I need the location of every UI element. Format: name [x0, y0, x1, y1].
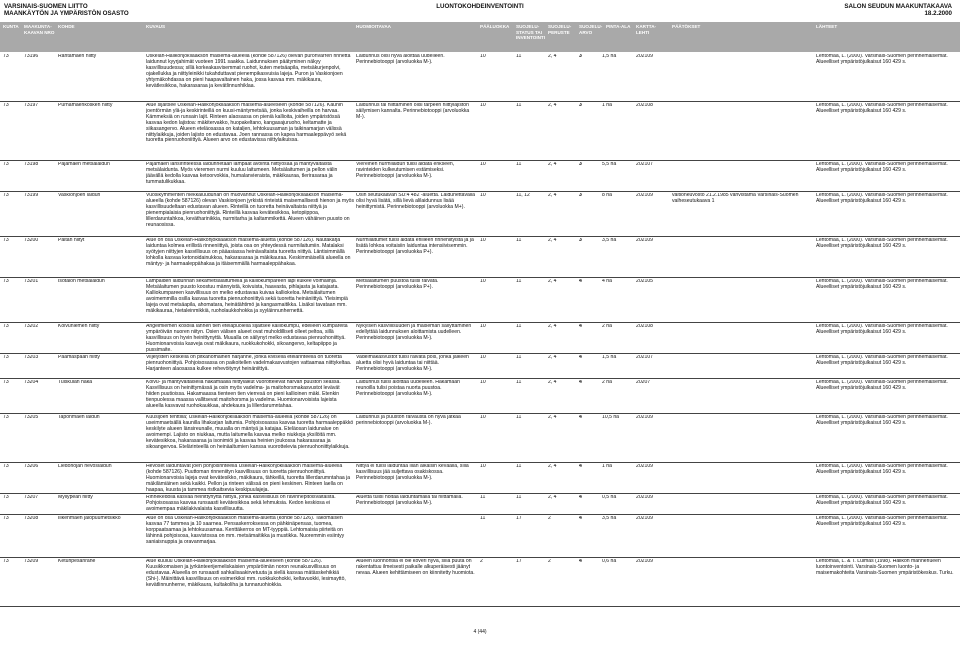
cell-paatokset [672, 559, 812, 605]
cell-suojelu-peruste: 2, 4 [548, 355, 557, 360]
col-lahteet: LÄHTEET [816, 24, 838, 29]
cell-suojelu-peruste: 2 [548, 516, 551, 521]
cell-suojelu-peruste: 2, 4 [548, 380, 557, 385]
header-left [4, 3, 129, 17]
cell-kunta: 73 [3, 238, 9, 243]
cell-kaavan-nro: 73199 [24, 193, 39, 198]
cell-huomioitavaa: Laidunnus olisi hyvä aloittaa uudelleen. Perinnebiotooppi (arvoluokka M-). [356, 54, 445, 65]
cell-pinta-ala: 1 ha [602, 103, 612, 108]
cell-suojelu-status: 11 [516, 380, 522, 385]
cell-paaluokka: 10 [480, 238, 486, 243]
cell-kaavan-nro: 73208 [24, 516, 39, 521]
cell-lahteet: Lehtomaa, L. (2000). Varsinais-Suomen perinnemaisemat. Alueelliset ympäristöjulkaisut 160 429 s. [816, 193, 948, 204]
col-suojelu-status-l1: SUOJELU- [516, 24, 540, 29]
cell-paaluokka: 10 [480, 415, 486, 420]
cell-suojelu-peruste: 2, 4 [548, 103, 557, 108]
cell-suojelu-peruste: 2, 4 [548, 324, 557, 329]
col-suojelu-status-l2: STATUS TAI [516, 29, 543, 35]
cell-kohde: Ketunpesänrahe [58, 559, 96, 564]
cell-kaavan-nro: 73198 [24, 162, 39, 167]
cell-suojelu-arvo: 4 [579, 380, 582, 385]
cell-suojelu-status: 17 [516, 559, 522, 564]
cell-suojelu-arvo: 4 [579, 415, 582, 420]
cell-kunta: 73 [3, 279, 9, 284]
cell-lahteet: Lehtomaa, L. (2000). Varsinais-Suomen perinnemaisemat. Alueelliset ympäristöjulkaisut 160 429 s. [816, 415, 948, 426]
cell-huomioitavaa: Nurmilaitumet tulisi aidata erillleen rinneniityistä ja ja lisätä lohkoa voitaisiin laiduntaa intensiivisemmin. Perinnebiotooppi (arvoluokka P+). [356, 238, 474, 255]
cell-kaavan-nro: 73206 [24, 464, 39, 469]
cell-suojelu-status: 11 [516, 238, 522, 243]
cell-suojelu-peruste: 2, 4 [548, 162, 557, 167]
cell-paaluokka: 10 [480, 54, 486, 59]
cell-suojelu-peruste: 2, 4 [548, 193, 557, 198]
cell-karttalehti: 202107 [636, 162, 653, 167]
cell-karttalehti: 202109 [636, 415, 653, 420]
cell-karttalehti: 202109 [636, 516, 653, 521]
cell-paatokset [672, 279, 812, 321]
cell-kuvaus: Vuosikymmenten hiekkaluudunan on muovannut Uskelan-Halikonjokilaakson maisema-alueella (kohde 587126) olevan Vaskionjoen jyrkistä rinteistä maisemallisesti hienon ja myös kasvillisuudeltaan edustavan alueen. Rinteillä on tuoretta heinävaltaista niittyä ja pienempialaisia pienruohoniittyjä. Rinteillä kasvaa kevätesikkoa, ketopiippoa, lillerdaruntahkoa, kevätharinikkia, nurmitarha ja kaltammikettä. Alueen vähäinen puusto on reunaosissa. [146, 193, 354, 228]
cell-kunta: 73 [3, 559, 9, 564]
cell-paaluokka: 10 [480, 103, 486, 108]
cell-pinta-ala: 2 ha [602, 380, 612, 385]
table-row [0, 102, 960, 161]
cell-paaluokka: 10 [480, 193, 486, 198]
col-maakunta-line2: KAAVAN NRO [24, 29, 55, 35]
cell-paatokset [672, 54, 812, 100]
cell-kunta: 73 [3, 103, 9, 108]
cell-paatokset [672, 162, 812, 190]
cell-kuvaus: Viljelysten keskellä on pitkänomainen harjanne, jonka kivisellä etelärinteellä on tuoretta pienruohoniittyä. Pohjoisosassa on paikoitellen vadelmakasvustojen vattaamaa niittykeltaa. Harjanteen alaosassa kulkee rehevöitynyt heinäniittyä. [146, 355, 352, 372]
cell-paaluokka: 10 [480, 162, 486, 167]
cell-lahteet: Lehtomaa, L. (2000). Varsinais-Suomen perinnemaisemat. Alueelliset ympäristöjulkaisut 160 429 s. [816, 54, 948, 65]
col-suojelu-arvo-l1: SUOJELU- [579, 24, 603, 29]
cell-paatokset [672, 495, 812, 513]
cell-suojelu-arvo: 3 [579, 238, 582, 243]
doc-title: LUONTOKOHDEINVENTOINTI [436, 3, 524, 10]
cell-suojelu-status: 11 [516, 162, 522, 167]
cell-kohde: Tuiskulan haka [58, 380, 93, 385]
cell-pinta-ala: 3,5 ha [602, 238, 617, 243]
cell-lahteet: Lehtomaa, L. (2000). Varsinais-Suomen perinnemaisemat. Alueelliset ympäristöjulkaisut 160 429 s. [816, 495, 948, 506]
cell-paatokset [672, 355, 812, 377]
table-row [0, 494, 960, 515]
cell-kunta: 73 [3, 380, 9, 385]
cell-kaavan-nro: 73205 [24, 415, 39, 420]
cell-paaluokka: 10 [480, 279, 486, 284]
cell-huomioitavaa: Alueen luonnontila ei ole koveri hyvä, sillä puuta on rakentattuu ilmeisesti paikalle alkuperäisesti jäänyt nevaa. Alueen kehittämiseen on kiinnitetty huomiota. [356, 559, 475, 576]
table-row [0, 354, 960, 379]
cell-kuvaus: Hevoset laiduntavat joen pohjoisrinteellä Uskelan-Halikonjokilaakson maisema-alueella (kohde 587126). Puuttoman rinneniityn kasvillisuus on tuoretta pienruohoniittyä. Huomionarvoisia lajeja ovat kevätesikko, mäkikaura, tähkeillä, tuoretta lillerdarumntahaa ja mäkilämiäinen sekä kaikki. Pellon ja rinteen välissä on pieni keskinen. Rinteen laella on haapaa, kuusta ja tammea ristkaitsevia keskipuulajeja. [146, 464, 351, 492]
cell-suojelu-arvo: 3 [579, 103, 582, 108]
cell-lahteet: Lehtomaa, L. (2000). Varsinais-Suomen perinnemaisemat. Alueelliset ympäristöjulkaisut 160 429 s. [816, 279, 948, 290]
cell-lahteet: Lehtomaa, L. (2000). Varsinais-Suomen perinnemaisemat. Alueelliset ympäristöjulkaisut 160 429 s. [816, 380, 948, 391]
col-karttalehti-l1: KARTTA- [636, 24, 657, 29]
col-suojelu-arvo [579, 24, 602, 35]
cell-paaluokka: 10 [480, 464, 486, 469]
cell-kohde: Liedonojan hevoslaidun [58, 464, 112, 469]
cell-pinta-ala: 4 ha [602, 279, 612, 284]
cell-kuvaus: Alue kuuluu Uskelan-Halikonjokilaakson maisema-alueeseen (kohde 587126). Kuusikkomaisen ja jyrkänteerijemeliskaisien ympäröimän noron reunakusvillisuus on edustavaa. Alueella on runsaasti sahkalisaakirvetuuta ja siellä kasvaa mätässkehikkiä (Shi-). Mäinittävä kasvillisuus on esimerkiksi mm. ruokkukohokki, keltavuokki, lesimayttö, kevätlinnunherne, mäkikaura, kultakoliha ja tunnaruohiokkia. [146, 559, 346, 588]
header-right [844, 3, 952, 17]
cell-suojelu-peruste: 2, 4 [548, 238, 557, 243]
cell-karttalehti: 20207 [636, 380, 651, 385]
cell-suojelu-peruste: 2, 4 [548, 415, 557, 420]
cell-kuvaus: Alue sijaitsee Uskelan-Halikonjokilaakson maisema-alueeseen (kohde 587126). Kaunin joentörmän ylä-ja keskirinteillä on kuusi-mäntymetsää, jonka keskivaiheilla on harvaa. Kämmeksiä on runsain lajit. Rinteen alaosassa on pieniä kallioita, joiden ympäristössä kasvaa kedon lajistoa: mäkitervakko, huopakeltano, kangasajuruoho, keltamatte ja siikasangervo. Alueen eteläosassa on kataljen, lehtokuusaman ja taikinamarjan välissä niittylaikkuja, joiden lajisto on edustavaa. Joen rannassa on kapea harmaaleppävyö sekä tuoretta pienruohoniittyä. Alueen arvo on edustavissa niittylaikuissa. [146, 103, 347, 144]
col-suojelu-peruste-l1: SUOJELU- [548, 24, 572, 29]
col-maakunta-line1: MAAKUNTA- [24, 24, 52, 29]
cell-suojelu-peruste: 2, 4 [548, 54, 557, 59]
cell-huomioitavaa: Vadelmakasvustot tulisi raivata pois, jonka jälkeen aluetta olisi hyvä laiduntaa tai niittää. Perinnebiotooppi (arvoluokka M-). [356, 355, 469, 372]
plan-name: SALON SEUDUN MAAKUNTAKAAVA [844, 3, 952, 10]
cell-huomioitavaa [356, 516, 476, 556]
cell-kuvaus: Alue on osa Uskelan-Halikonjokilaakson maisema-aluetta (kohde 587126). Takomaisen kasvaa 77 tammea ja 10 saarnea. Pensaskerroksessa on pähkinäpensas, tuomea, korppaatsamaa ja lehtokuusamaa. Kenttäkerros on MT-tyyppiä. Lehtomaisia piirteitä on lähinnä pohjoisosa, kasvistossa on mm. metsämaitikka ja mustikka. Nuoremmin esiintyy saniaisnuppia ja oravanmarjaa. [146, 516, 345, 545]
cell-pinta-ala: 3,5 ha [602, 516, 617, 521]
cell-kohde: Isotalon metsälaidun [58, 279, 105, 284]
cell-kuvaus: Kuusijoen tenttillä; Uskelan-Halikonjokilaakson maisema-alueella (kohde 587126) on useimmaetsällä kaunilla lihakarjan laitumia. Pohjoisosassa kasvaa tuoretta harmaaleppäkkö keskilyte alueen länsireunalle, muualla on mäntyä ja katajaa. Eteläosan laidunalue on avoimempi. Lajisto on niukkaa, mutta laitumella kasvaa melko niukkoja yksilöitä mm. kevätesikkoa, hakarasaraa ja isonimiöi ja kasvaa heinien joukossa hakarasaraa ja sikoangervoa. Etelärinteellä on heinäaltumien kanssa vuorottelevia pienruohoniittylaikkuja. [146, 415, 354, 450]
col-suojelu-peruste-l2: PERUSTE [548, 29, 570, 35]
col-kunta: KUNTA [3, 24, 19, 29]
cell-paatokset [672, 324, 812, 352]
cell-kohde: Ilikenmäen jalopuumetsikkö [58, 516, 121, 521]
cell-suojelu-status: 11 [516, 324, 522, 329]
cell-kunta: 73 [3, 193, 9, 198]
cell-kohde: Paltan niityt [58, 238, 85, 243]
cell-karttalehti: 202109 [636, 54, 653, 59]
col-karttalehti [636, 24, 656, 35]
cell-huomioitavaa: Osin seutukaavan SU:4 482 -aluetta. Laidunettavalla olisi hyvä lisätä, sillä lievä alilaidunnus lisää heinittymistä. Perinnebiotooppi (arvoluokka M+). [356, 193, 475, 210]
cell-pinta-ala: 10,5 ha [602, 415, 619, 420]
cell-karttalehti: 202108 [636, 103, 653, 108]
col-karttalehti-l2: LEHTI [636, 29, 650, 35]
table-row [0, 558, 960, 607]
org-name: VARSINAIS-SUOMEN LIITTO [4, 3, 88, 10]
cell-suojelu-status: 11 [516, 415, 522, 420]
cell-kuvaus: Angelmiemen kosolla lännen tien eteläpuolella sijaitsee kalliokumpu, edelleen kumpareita ympäröivän nuoren niityn. Osien välisen alueet ovat muholdilliseti olleet peltoa, sillä kasvillisuus on hyvin heinittynyttä. Muualla on säilynyt melko edustavaa pienruohoniittyä. Huomionarvoisia kasveja ovat mäkikaura, ruokkukohokki, sikoangervo, keltapiippo ja pussimaite. [146, 324, 348, 352]
cell-kunta: 73 [3, 324, 9, 329]
cell-huomioitavaa: Nykyisen kasvillisuuden ja maiseman säilyttäminen edellyttää laidunnuksen aloittamista uudelleen. Perinnebiotooppi (arvoluokka M-). [356, 324, 472, 341]
cell-suojelu-arvo: 4 [579, 495, 582, 500]
cell-suojelu-peruste: 2, 4 [548, 279, 557, 284]
department-name: MAANKÄYTÖN JA YMPÄRISTÖN OSASTO [4, 10, 129, 17]
cell-paatokset [672, 516, 812, 556]
cell-karttalehti: 202109 [636, 238, 653, 243]
cell-pinta-ala: 1 ha [602, 464, 612, 469]
cell-paatokset: valtioneuvosto 21.2.1985 vahvistama Varsinais-Suomen vaiheseutukaava 1 [672, 193, 799, 204]
cell-karttalehti: 202107 [636, 355, 653, 360]
table-row [0, 463, 960, 494]
cell-paatokset [672, 415, 812, 461]
cell-suojelu-status: 11 [516, 103, 522, 108]
table-row [0, 379, 960, 414]
cell-karttalehti: 202109 [636, 495, 653, 500]
cell-lahteet: Lehtomaa, L. (2000). Varsinais-Suomen perinnemaisemat. Alueelliset ympäristöjulkaisut 160 429 s. [816, 324, 948, 335]
cell-karttalehti: 202105 [636, 279, 653, 284]
cell-kohde: Rantamäen niitty [58, 54, 97, 59]
cell-paaluokka: 2 [480, 559, 483, 564]
cell-kohde: Taponmäen laidun [58, 415, 100, 420]
cell-suojelu-arvo: 3 [579, 193, 582, 198]
col-suojelu-peruste [548, 24, 571, 35]
cell-suojelu-arvo: 4 [579, 324, 582, 329]
cell-suojelu-arvo: 3 [579, 54, 582, 59]
cell-huomioitavaa: Aluetta tulisi hoitaa laiduntamalla tai niittämällä. Perinnebiotooppi (arvoluokka M-). [356, 495, 463, 506]
cell-suojelu-arvo: 4 [579, 559, 582, 564]
cell-suojelu-status: 11 [516, 464, 522, 469]
col-huomioitavaa: HUOMIOITAVAA [356, 24, 391, 29]
cell-paaluokka: 10 [480, 355, 486, 360]
cell-kunta: 73 [3, 495, 9, 500]
cell-suojelu-status: 11, 12 [516, 193, 530, 198]
cell-suojelu-arvo: 4 [579, 279, 582, 284]
cell-pinta-ala: 0,5 ha [602, 495, 617, 500]
cell-kohde: Pajamäen metsälaidun [58, 162, 110, 167]
cell-paatokset [672, 380, 812, 412]
cell-kaavan-nro: 73203 [24, 355, 39, 360]
cell-kuvaus: Rinnekedolla kasvaa heinittynyttä niittyä, jonka kasvillisuus on ravinnepitoisvaltaista. Pohjoisosassa kasvaa runsaasti kevätesikkoa sekä lehmuksia. Kedon keskiosa ei avoimempaa mäkilakivalaista kasvillisuutta. [146, 495, 336, 512]
cell-suojelu-status: 11 [516, 54, 522, 59]
cell-pinta-ala: 1,5 ha [602, 355, 617, 360]
cell-huomioitavaa: Laidunnus tai niittäminen olisi tarpeen niittylajiston säilymisen kannalta. Perinnebiotooppi (arvoluokka M-). [356, 103, 470, 120]
cell-suojelu-arvo: 4 [579, 464, 582, 469]
cell-paatokset [672, 103, 812, 159]
cell-karttalehti: 202108 [636, 324, 653, 329]
cell-karttalehti: 202109 [636, 193, 653, 198]
cell-kunta: 73 [3, 54, 9, 59]
cell-lahteet: Lehtomaa, L. (2000). Varsinais-Suomen perinnemaisemat. Alueelliset ympäristöjulkaisut 160 429 s. [816, 464, 948, 475]
cell-kuvaus: Lampaiden laidunnan sekametsälaitumella ja kalliokumpareen läpi kulkee voimalinja. Metsälaitumen puusto koostuu männyistä, koivuista, haavasta, pihlajasta ja katajasta. Kalliokumpareen kasvillisuus on melko edustavaa kuivaa kalliokeloa. Metsälaitumen avoimemmilla osilla kasvaa tuoretta pienruohoniittyä sekä tuoretta heinäniittyä. Yleisimpiä lajeja ovat metsäapila, ahomatara, heinätähtimö ja kangasmaitikka. Lisäksi tavataan mm. mäkikauraa, hietaleinmikkiä, ruoholaukkohokka ja syyläinnunhernettä. [146, 279, 348, 314]
cell-suojelu-status: 11 [516, 279, 522, 284]
cell-suojelu-arvo: 4 [579, 355, 582, 360]
cell-lahteet: Lehtomaa, L. & T. Luimas (1998). Halikon mannerlueen luontoinventointi. Varsinais-Suomen luonto- ja maisemakohteita Varsinais-Suomen ympäristökeskus. Turku. [816, 559, 954, 576]
cell-kaavan-nro: 73200 [24, 238, 39, 243]
cell-kaavan-nro: 73197 [24, 103, 39, 108]
cell-kaavan-nro: 73196 [24, 54, 39, 59]
cell-kunta: 73 [3, 516, 9, 521]
cell-paaluokka: 11 [480, 495, 486, 500]
col-suojelu-status-l3: INVENTOINTI [516, 35, 546, 41]
cell-kohde: Purhamäenkosken niitty [58, 103, 113, 108]
table-row [0, 515, 960, 558]
cell-lahteet: Lehtomaa, L. (2000). Varsinais-Suomen perinnemaisemat. Alueelliset ympäristöjulkaisut 160 429 s. [816, 238, 948, 249]
cell-kuvaus: Uskelan-Halikonjokilaakson maisema-alueella (kohde 587126) olevan puronvarren rinnettä laidunnut kyyrjahimät vuoteen 1991 saakka. Laidunnuksen päätyminen näkyy kasvillisuudessa; sillä korkeakasvisemmat ruohot, kuten metsäapila, metsäkurjenpolvi, ojakellukka ja niittyleinikki tukahduttavat pienempikasvuisia lajeja. Puron ja Vaskionjoen yhtymäkohdassa on pieni haapavaltainen haka, jossa kasvaa mm. mäkikaura, kevätlesikkoa, hakarasaraa ja kevätlinnunhiklaa. [146, 54, 351, 89]
cell-huomioitavaa: Viereinen nurmilaidun tulisi aidata erikseen, ravinteiden kulkeutumisen estämiseksi. Perinnebiotooppi (arvoluokka M-). [356, 162, 455, 179]
cell-pinta-ala: 5,5 ha [602, 162, 617, 167]
cell-karttalehti: 202109 [636, 559, 653, 564]
col-kohde: KOHDE [58, 24, 75, 29]
cell-lahteet: Lehtomaa, L. (2000). Varsinais-Suomen perinnemaisemat. Alueelliset ympäristöjulkaisut 160 429 s. [816, 516, 948, 527]
cell-karttalehti: 202109 [636, 464, 653, 469]
cell-suojelu-status: 11 [516, 495, 522, 500]
cell-kaavan-nro: 73207 [24, 495, 39, 500]
cell-huomioitavaa: Nittyä ei tulisi laiduntaa liian aikaisin keväällä, sillä kasvillisuus jää suljettava osakiskossa. Perinnebiotooppi (arvoluokka M-). [356, 464, 469, 481]
cell-paaluokka: 10 [480, 324, 486, 329]
cell-lahteet: Lehtomaa, L. (2000). Varsinais-Suomen perinnemaisemat. Alueelliset ympäristöjulkaisut 160 429 s. [816, 355, 948, 366]
cell-kohde: Päämäspään niitty [58, 355, 100, 360]
cell-suojelu-peruste: 2 [548, 559, 551, 564]
cell-pinta-ala: 2 ha [602, 324, 612, 329]
doc-date: 18.2.2000 [924, 10, 952, 17]
cell-kuvaus: Alue on osa Uskelan-Halikonjokilaakson maisema-aluetta (kohde 587126). Nautakarja laiduntaa kolmea erillistä rinneniittyä, joista osa on yhteydessä nurmilaitumiin. Matalaksi syötyjen niittyjen kasvillisuus on pääasiassa heinävaltaista tuoretta niittyä. Läntisimmällä lohkolla kasvaa ketonoidainukkoa, hakarasaraa ja mäkikauraa. Keskimmäisellä alueella on mäntyy- ja harmaaleppähakaa ja itäisemmällä harmaaleppähakaa. [146, 238, 351, 267]
cell-paatokset [672, 464, 812, 492]
table-row [0, 53, 960, 102]
cell-lahteet: Lehtomaa, L. (2000). Varsinais-Suomen perinnemaisemat. Alueelliset ympäristöjulkaisut 160 429 s. [816, 103, 948, 114]
table-row [0, 323, 960, 354]
col-maakunta [24, 24, 54, 35]
table-body [0, 53, 960, 607]
cell-suojelu-status: 11 [516, 355, 522, 360]
col-kuvaus: KUVAUS [146, 24, 166, 29]
cell-kohde: Koivunlemen niitty [58, 324, 100, 329]
cell-pinta-ala: 1,5 ha [602, 54, 617, 59]
col-pinta-ala: PINTA-ALA [606, 24, 631, 29]
table-row [0, 192, 960, 237]
page-number: 4 (44) [473, 629, 487, 635]
table-row [0, 414, 960, 463]
cell-suojelu-arvo: 4 [579, 516, 582, 521]
cell-paaluokka: 11 [480, 516, 486, 521]
cell-paatokset [672, 238, 812, 276]
cell-pinta-ala: 8 ha [602, 193, 612, 198]
table-header [0, 22, 960, 52]
cell-suojelu-arvo: 3 [579, 162, 582, 167]
cell-kuvaus: Koivu- ja mäntyvaltaisella hakamaalla niittylaikut vuorottelevat harvan puuston seassa. Kasvillisuus on heinittymässä ja osin myös vadelma- ja maitohorsmakasvustot levävät hiiden puutioissa. Hakamaassa tienteen tien vierresä on pieni kallioinen mäki. Etenkin tienpuolessa maassa vallitsevat maitohorsma ja vadelma. Huomionarvoisista lajeista alueella kasvavat ruohokaukkaa, ahdekaura ja lillerdarumntahaa. [146, 380, 341, 409]
table-row [0, 237, 960, 278]
cell-huomioitavaa: Laidunnus tulisi aloittaa uudelleen. Hakamaan reunoilla tulisi poistaa nuorta puustoa. Perinnebiotooppi (arvoluokka M-). [356, 380, 460, 397]
table-row [0, 278, 960, 323]
cell-kunta: 73 [3, 415, 9, 420]
cell-paaluokka: 10 [480, 380, 486, 385]
cell-kaavan-nro: 73201 [24, 279, 39, 284]
cell-kunta: 73 [3, 355, 9, 360]
cell-kaavan-nro: 73209 [24, 559, 39, 564]
cell-kaavan-nro: 73204 [24, 380, 39, 385]
cell-kunta: 73 [3, 162, 9, 167]
col-paatokset: PÄÄTÖKSET [672, 24, 701, 29]
cell-kohde: Vaskionjoen laidun [58, 193, 101, 198]
cell-pinta-ala: 0,6 ha [602, 559, 617, 564]
table-row [0, 161, 960, 192]
cell-suojelu-peruste: 2, 4 [548, 495, 557, 500]
cell-kuvaus: Pajamäen länsirinteessä laidunnetaan lampaat avointa niittyosaa ja mäntyvaltaista metsälaidunta. Myös vieremen nurmi kuuluu laitumeen. Metsälaitumen ja pellon välin jäävällä kedolla kasvaa ketoorvokkia, humalanvieraista, mäkikauraa, tlerirasaraa ja tummatulikukkaa. [146, 162, 338, 185]
cell-huomioitavaa: Metsälaitumen puustoa tulisi raivata. Perinnebiotooppi (arvoluokka P+). [356, 279, 439, 290]
cell-kohde: Myllypeän niitty [58, 495, 93, 500]
cell-suojelu-peruste: 2, 4 [548, 464, 557, 469]
cell-suojelu-status: 17 [516, 516, 522, 521]
cell-kaavan-nro: 73202 [24, 324, 39, 329]
col-suojelu-arvo-l2: ARVO [579, 29, 593, 35]
cell-kunta: 73 [3, 464, 9, 469]
col-suojelu-status [516, 24, 545, 41]
col-paaluokka: PÄÄLUOKKA [480, 24, 510, 29]
cell-huomioitavaa: Laidunnus ja puuston raivausta on hyvä jatkaa perinnebiotooppi (arvoluokka M-). [356, 415, 461, 426]
cell-lahteet: Lehtomaa, L. (2000). Varsinais-Suomen perinnemaisemat. Alueelliset ympäristöjulkaisut 160 429 s. [816, 162, 948, 173]
